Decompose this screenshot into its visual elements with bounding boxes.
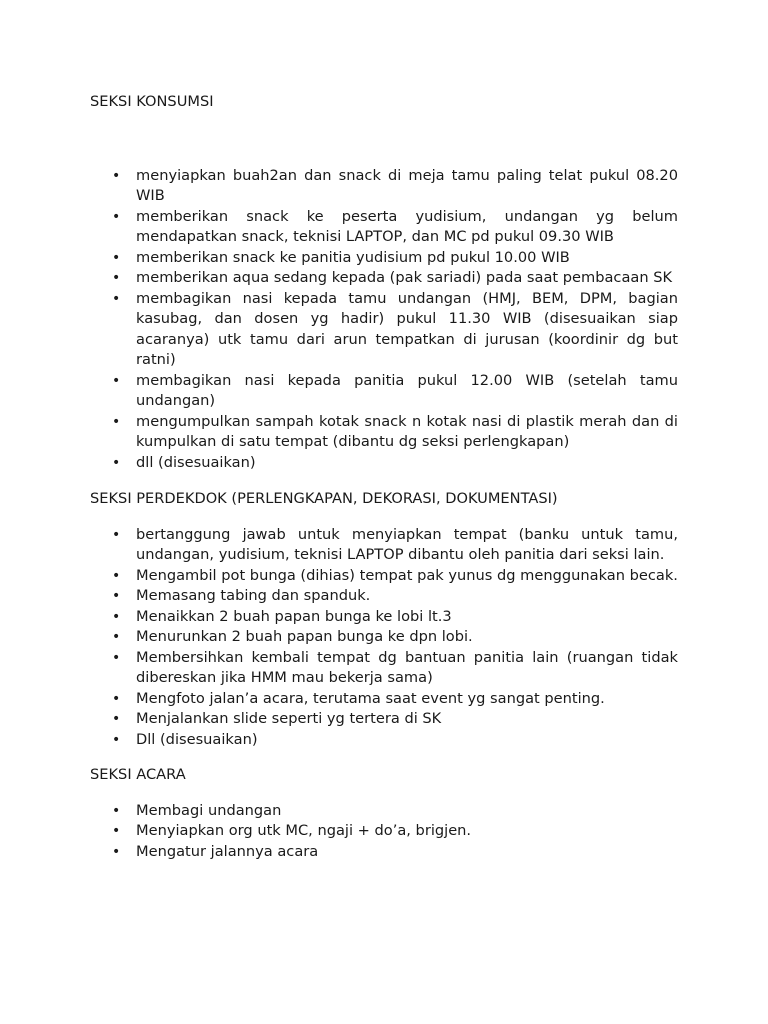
list-item: • memberikan snack ke panitia yudisium pd pukul 10.00 WIB	[90, 248, 678, 269]
bullet-icon: •	[112, 588, 121, 604]
list-item: • Mengfoto jalan’a acara, terutama saat event yg sangat penting.	[90, 689, 678, 710]
list-item: • Mengambil pot bunga (dihias) tempat pak yunus dg menggunakan becak.	[90, 566, 678, 587]
section-title-konsumsi: SEKSI KONSUMSI	[90, 93, 214, 110]
bullet-icon: •	[112, 567, 121, 584]
list-acara	[90, 801, 678, 863]
bullet-icon: •	[112, 290, 121, 307]
bullet-icon: •	[112, 454, 121, 471]
list-item: • Menurunkan 2 buah papan bunga ke dpn lobi.	[90, 627, 678, 648]
list-item: • Dll (disesuaikan)	[90, 730, 678, 751]
document-page	[90, 92, 678, 862]
section-title-perdekdok: SEKSI PERDEKDOK (PERLENGKAPAN, DEKORASI, DOKUMENTASI)	[90, 490, 558, 507]
bullet-icon: •	[112, 731, 121, 748]
list-item: • Membersihkan kembali tempat dg bantuan panitia lain (ruangan tidak dibereskan jika HMM mau bekerja sama)	[112, 648, 678, 686]
list-item: • Menaikkan 2 buah papan bunga ke lobi lt.3	[90, 607, 678, 628]
list-item: • membagikan nasi kepada panitia pukul 12.00 WIB (setelah tamu undangan)	[112, 371, 678, 409]
bullet-icon: •	[112, 690, 121, 707]
list-item: • dll (disesuaikan)	[90, 453, 678, 474]
list-item: • Mengatur jalannya acara	[90, 842, 678, 863]
list-item: • Menjalankan slide seperti yg tertera di SK	[90, 709, 678, 730]
bullet-icon: •	[112, 526, 121, 543]
bullet-icon: •	[112, 167, 121, 184]
list-item: • Memasang tabing dan spanduk.	[90, 586, 678, 607]
bullet-icon: •	[112, 413, 121, 430]
bullet-icon: •	[112, 843, 121, 860]
list-konsumsi	[90, 166, 678, 474]
section-title-acara: SEKSI ACARA	[90, 766, 186, 783]
list-item: • Membagi undangan	[90, 801, 678, 822]
bullet-icon: •	[112, 249, 121, 266]
bullet-icon: •	[112, 711, 121, 727]
list-item: • bertanggung jawab untuk menyiapkan tempat (banku untuk tamu, undangan, yudisium, teknisi LAPTOP dibantu oleh panitia dari seksi lain.	[112, 525, 678, 563]
list-item: • mengumpulkan sampah kotak snack n kotak nasi di plastik merah dan di kumpulkan di satu tempat (dibantu dg seksi perlengkapan)	[112, 412, 678, 450]
bullet-icon: •	[112, 270, 121, 286]
bullet-icon: •	[112, 372, 121, 389]
list-item: • membagikan nasi kepada tamu undangan (HMJ, BEM, DPM, bagian kasubag, dan dosen yg hadir) pukul 11.30 WIB (disesuaikan siap acaranya) utk tamu dari arun tempatkan di jurusan (koordinir dg but ratni)	[112, 289, 678, 368]
bullet-icon: •	[112, 823, 121, 839]
bullet-icon: •	[112, 802, 121, 819]
list-item: • menyiapkan buah2an dan snack di meja tamu paling telat pukul 08.20 WIB	[112, 166, 678, 204]
list-perdekdok	[90, 525, 678, 751]
bullet-icon: •	[112, 629, 121, 645]
bullet-icon: •	[112, 649, 121, 666]
bullet-icon: •	[112, 608, 121, 625]
list-item: • Menyiapkan org utk MC, ngaji + do’a, brigjen.	[90, 821, 678, 842]
list-item: • memberikan aqua sedang kepada (pak sariadi) pada saat pembacaan SK	[90, 268, 678, 289]
list-item: • memberikan snack ke peserta yudisium, undangan yg belum mendapatkan snack, teknisi LAPTOP, dan MC pd pukul 09.30 WIB	[112, 207, 678, 245]
bullet-icon: •	[112, 208, 121, 225]
